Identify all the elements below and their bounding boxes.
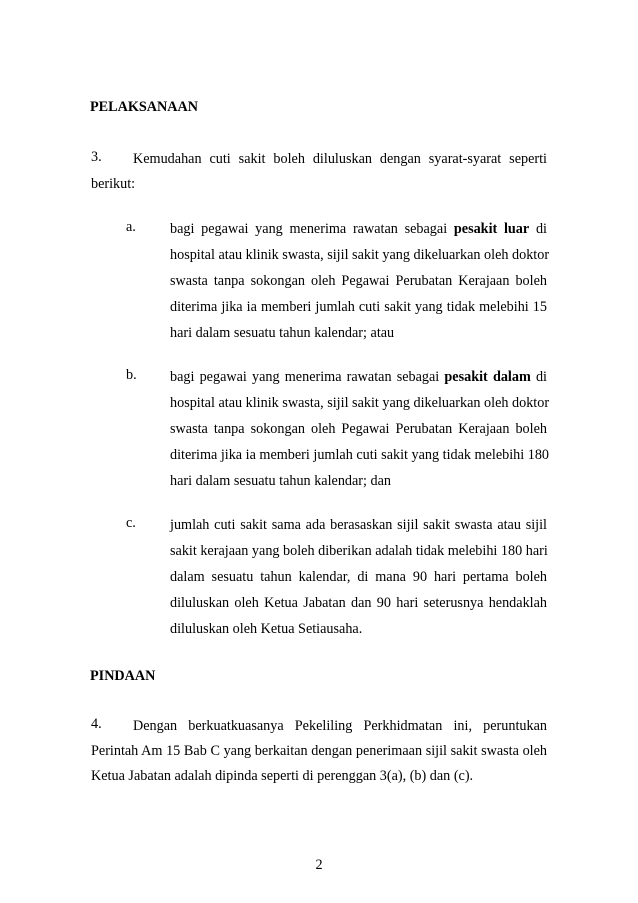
item-b-letter: b. (126, 367, 137, 383)
item-b-line-3: swasta tanpa sokongan oleh Pegawai Perubatan Kerajaan boleh (170, 421, 547, 437)
item-b-line-1 (170, 367, 547, 387)
paragraph-3-line-2: berikut: (91, 176, 136, 192)
item-c-line-2: sakit kerajaan yang boleh diberikan adalah tidak melebihi 180 hari (170, 543, 548, 559)
item-b-line-2: hospital atau klinik swasta, sijil sakit yang dikeluarkan oleh doktor (170, 395, 550, 411)
paragraph-number-4: 4. (91, 716, 102, 732)
paragraph-4-line-1: Dengan berkuatkuasanya Pekeliling Perkhidmatan ini, peruntukan (133, 718, 547, 734)
paragraph-number-3: 3. (91, 149, 102, 165)
paragraph-4-line-3: Ketua Jabatan adalah dipinda seperti di perenggan 3(a), (b) dan (c). (91, 768, 474, 784)
item-c-letter: c. (126, 515, 136, 531)
item-a-line-1-end: di (529, 221, 547, 237)
item-b-emphasis: pesakit dalam (444, 369, 531, 385)
item-c-line-4: diluluskan oleh Ketua Jabatan dan 90 hari seterusnya hendaklah (170, 595, 547, 611)
item-b-line-1-text: bagi pegawai yang menerima rawatan sebagai (170, 369, 445, 385)
item-c-line-1: jumlah cuti sakit sama ada berasaskan sijil sakit swasta atau sijil (170, 517, 547, 533)
item-c-line-5: diluluskan oleh Ketua Setiausaha. (170, 621, 363, 637)
paragraph-4-line-2: Perintah Am 15 Bab C yang berkaitan dengan penerimaan sijil sakit swasta oleh (91, 743, 547, 759)
section-heading-pelaksanaan: PELAKSANAAN (90, 99, 198, 115)
paragraph-3-line-1: Kemudahan cuti sakit boleh diluluskan dengan syarat-syarat seperti (133, 151, 547, 167)
item-a-line-5: hari dalam sesuatu tahun kalendar; atau (170, 325, 395, 341)
section-heading-pindaan: PINDAAN (90, 668, 156, 684)
item-a-letter: a. (126, 219, 136, 235)
item-b-line-4: diterima jika ia memberi jumlah cuti sakit yang tidak melebihi 180 (170, 447, 550, 463)
item-b-line-5: hari dalam sesuatu tahun kalendar; dan (170, 473, 392, 489)
item-b-line-1-end: di (530, 369, 547, 385)
item-a-line-1 (170, 219, 547, 239)
page-number: 2 (315, 857, 323, 873)
item-a-line-3: swasta tanpa sokongan oleh Pegawai Perubatan Kerajaan boleh (170, 273, 547, 289)
item-a-line-1-text: bagi pegawai yang menerima rawatan sebagai (170, 221, 454, 237)
item-a-line-2: hospital atau klinik swasta, sijil sakit yang dikeluarkan oleh doktor (170, 247, 550, 263)
item-a-emphasis: pesakit luar (453, 221, 530, 237)
item-a-line-4: diterima jika ia memberi jumlah cuti sakit yang tidak melebihi 15 (170, 299, 547, 315)
item-c-line-3: dalam sesuatu tahun kalendar, di mana 90 hari pertama boleh (170, 569, 547, 585)
